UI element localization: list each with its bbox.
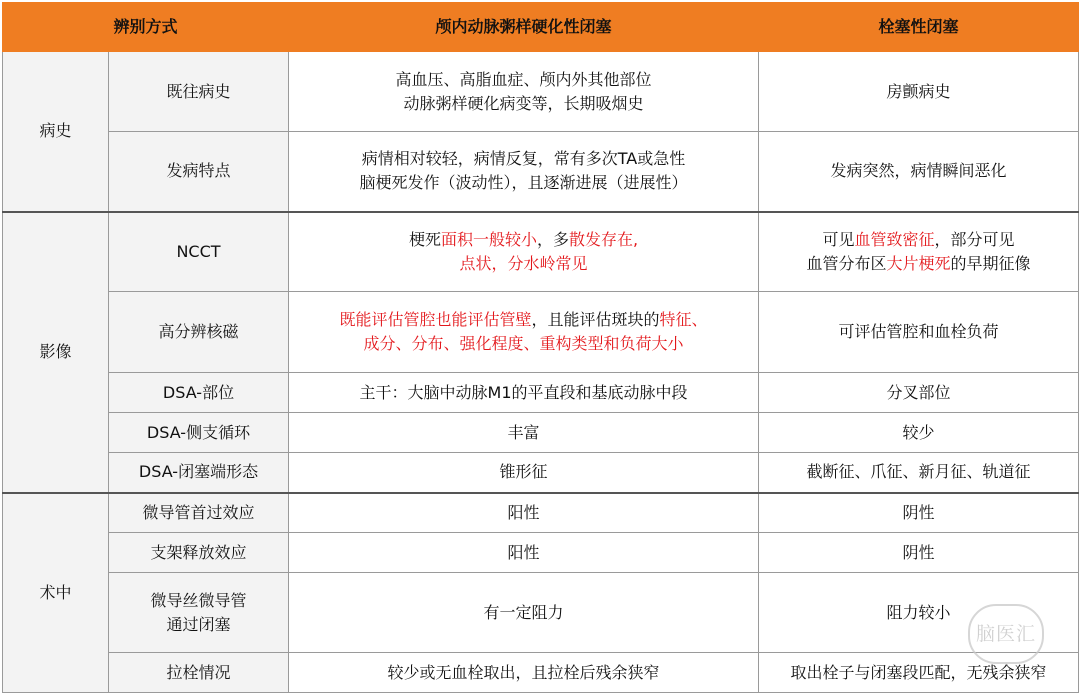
- ath-cell: 阳性: [289, 533, 759, 573]
- ath-cell: 有一定阻力: [289, 573, 759, 653]
- table-row: [3, 653, 1079, 693]
- cell-text: 病情相对较轻，病情反复，常有多次TA或急性: [361, 149, 686, 169]
- table-row: [3, 413, 1079, 453]
- watermark-logo: 脑医汇: [968, 604, 1044, 664]
- emb-cell: 可评估管腔和血栓负荷: [759, 292, 1079, 373]
- ath-cell: 主干：大脑中动脉M1的平直段和基底动脉中段: [289, 373, 759, 413]
- ath-cell: [289, 212, 759, 292]
- cell-text: 的早期征像: [950, 253, 1031, 273]
- row-label: DSA-侧支循环: [109, 413, 289, 453]
- highlight-text: 既能评估管腔也能评估管壁: [339, 310, 532, 329]
- highlight-text: 面积一般较小: [440, 229, 537, 249]
- ath-cell: [289, 132, 759, 212]
- comparison-table: [2, 2, 1079, 693]
- table-row: [3, 533, 1079, 573]
- emb-cell: 分叉部位: [759, 373, 1079, 413]
- row-label: NCCT: [109, 212, 289, 292]
- emb-cell: 截断征、爪征、新月征、轨道征: [759, 453, 1079, 493]
- group-imaging: 影像: [3, 212, 109, 493]
- row-label: [109, 573, 289, 653]
- row-label: 发病特点: [109, 132, 289, 212]
- emb-cell: 房颤病史: [759, 52, 1079, 132]
- table-row: [3, 52, 1079, 132]
- header-method: 辨别方式: [3, 3, 289, 52]
- ath-cell: 阳性: [289, 493, 759, 533]
- group-intraop: 术中: [3, 493, 109, 693]
- emb-cell: 阻力较小: [759, 573, 1079, 653]
- emb-cell: 发病突然，病情瞬间恶化: [759, 132, 1079, 212]
- highlight-text: 散发存在,: [568, 229, 639, 249]
- table-row: [3, 493, 1079, 533]
- row-label: 拉栓情况: [109, 653, 289, 693]
- ath-cell: 较少或无血栓取出，且拉栓后残余狭窄: [289, 653, 759, 693]
- emb-cell: 取出栓子与闭塞段匹配，无残余狭窄: [759, 653, 1079, 693]
- cell-text: 脑梗死发作（波动性），且逐渐进展（进展性）: [359, 173, 688, 193]
- emb-cell: [759, 212, 1079, 292]
- emb-cell: 阴性: [759, 533, 1079, 573]
- cell-text: 梗死: [408, 229, 441, 249]
- row-label: 高分辨核磁: [109, 292, 289, 373]
- highlight-text: 特征、: [659, 310, 708, 329]
- header-row: [3, 3, 1079, 52]
- group-history: 病史: [3, 52, 109, 212]
- table-row: [3, 212, 1079, 292]
- ath-cell: [289, 52, 759, 132]
- cell-text: 高血压、高脂血症、颅内外其他部位: [395, 69, 652, 89]
- row-label: DSA-闭塞端形态: [109, 453, 289, 493]
- cell-line: [763, 252, 1074, 276]
- table-row: [3, 132, 1079, 212]
- table-row: [3, 292, 1079, 373]
- emb-cell: 阴性: [759, 493, 1079, 533]
- highlight-text: 血管致密征: [854, 229, 935, 249]
- row-label: 既往病史: [109, 52, 289, 132]
- table-row: [3, 573, 1079, 653]
- header-atherosclerotic: 颅内动脉粥样硬化性闭塞: [289, 3, 759, 52]
- cell-text: 通过闭塞: [166, 614, 231, 634]
- cell-text: 可见: [822, 229, 855, 249]
- cell-text: 动脉粥样硬化病变等，长期吸烟史: [403, 93, 644, 113]
- cell-text: ，多: [536, 229, 569, 249]
- highlight-text: 点状，分水岭常见: [459, 253, 588, 273]
- cell-text: 微导丝微导管: [150, 590, 247, 610]
- cell-line: [293, 228, 754, 252]
- row-label: 微导管首过效应: [109, 493, 289, 533]
- row-label: DSA-部位: [109, 373, 289, 413]
- header-embolic: 栓塞性闭塞: [759, 3, 1079, 52]
- cell-line: [763, 228, 1074, 252]
- ath-cell: 丰富: [289, 413, 759, 453]
- cell-text: ，且能评估斑块的: [531, 310, 660, 329]
- ath-cell: 锥形征: [289, 453, 759, 493]
- ath-cell: [289, 292, 759, 373]
- table-row: [3, 453, 1079, 493]
- row-label: 支架释放效应: [109, 533, 289, 573]
- highlight-text: 成分、分布、强化程度、重构类型和负荷大小: [363, 334, 684, 353]
- table-row: [3, 373, 1079, 413]
- cell-text: ，部分可见: [934, 229, 1015, 249]
- emb-cell: 较少: [759, 413, 1079, 453]
- cell-text: 血管分布区: [806, 253, 887, 273]
- cell-line: [293, 308, 754, 332]
- highlight-text: 大片梗死: [886, 253, 951, 273]
